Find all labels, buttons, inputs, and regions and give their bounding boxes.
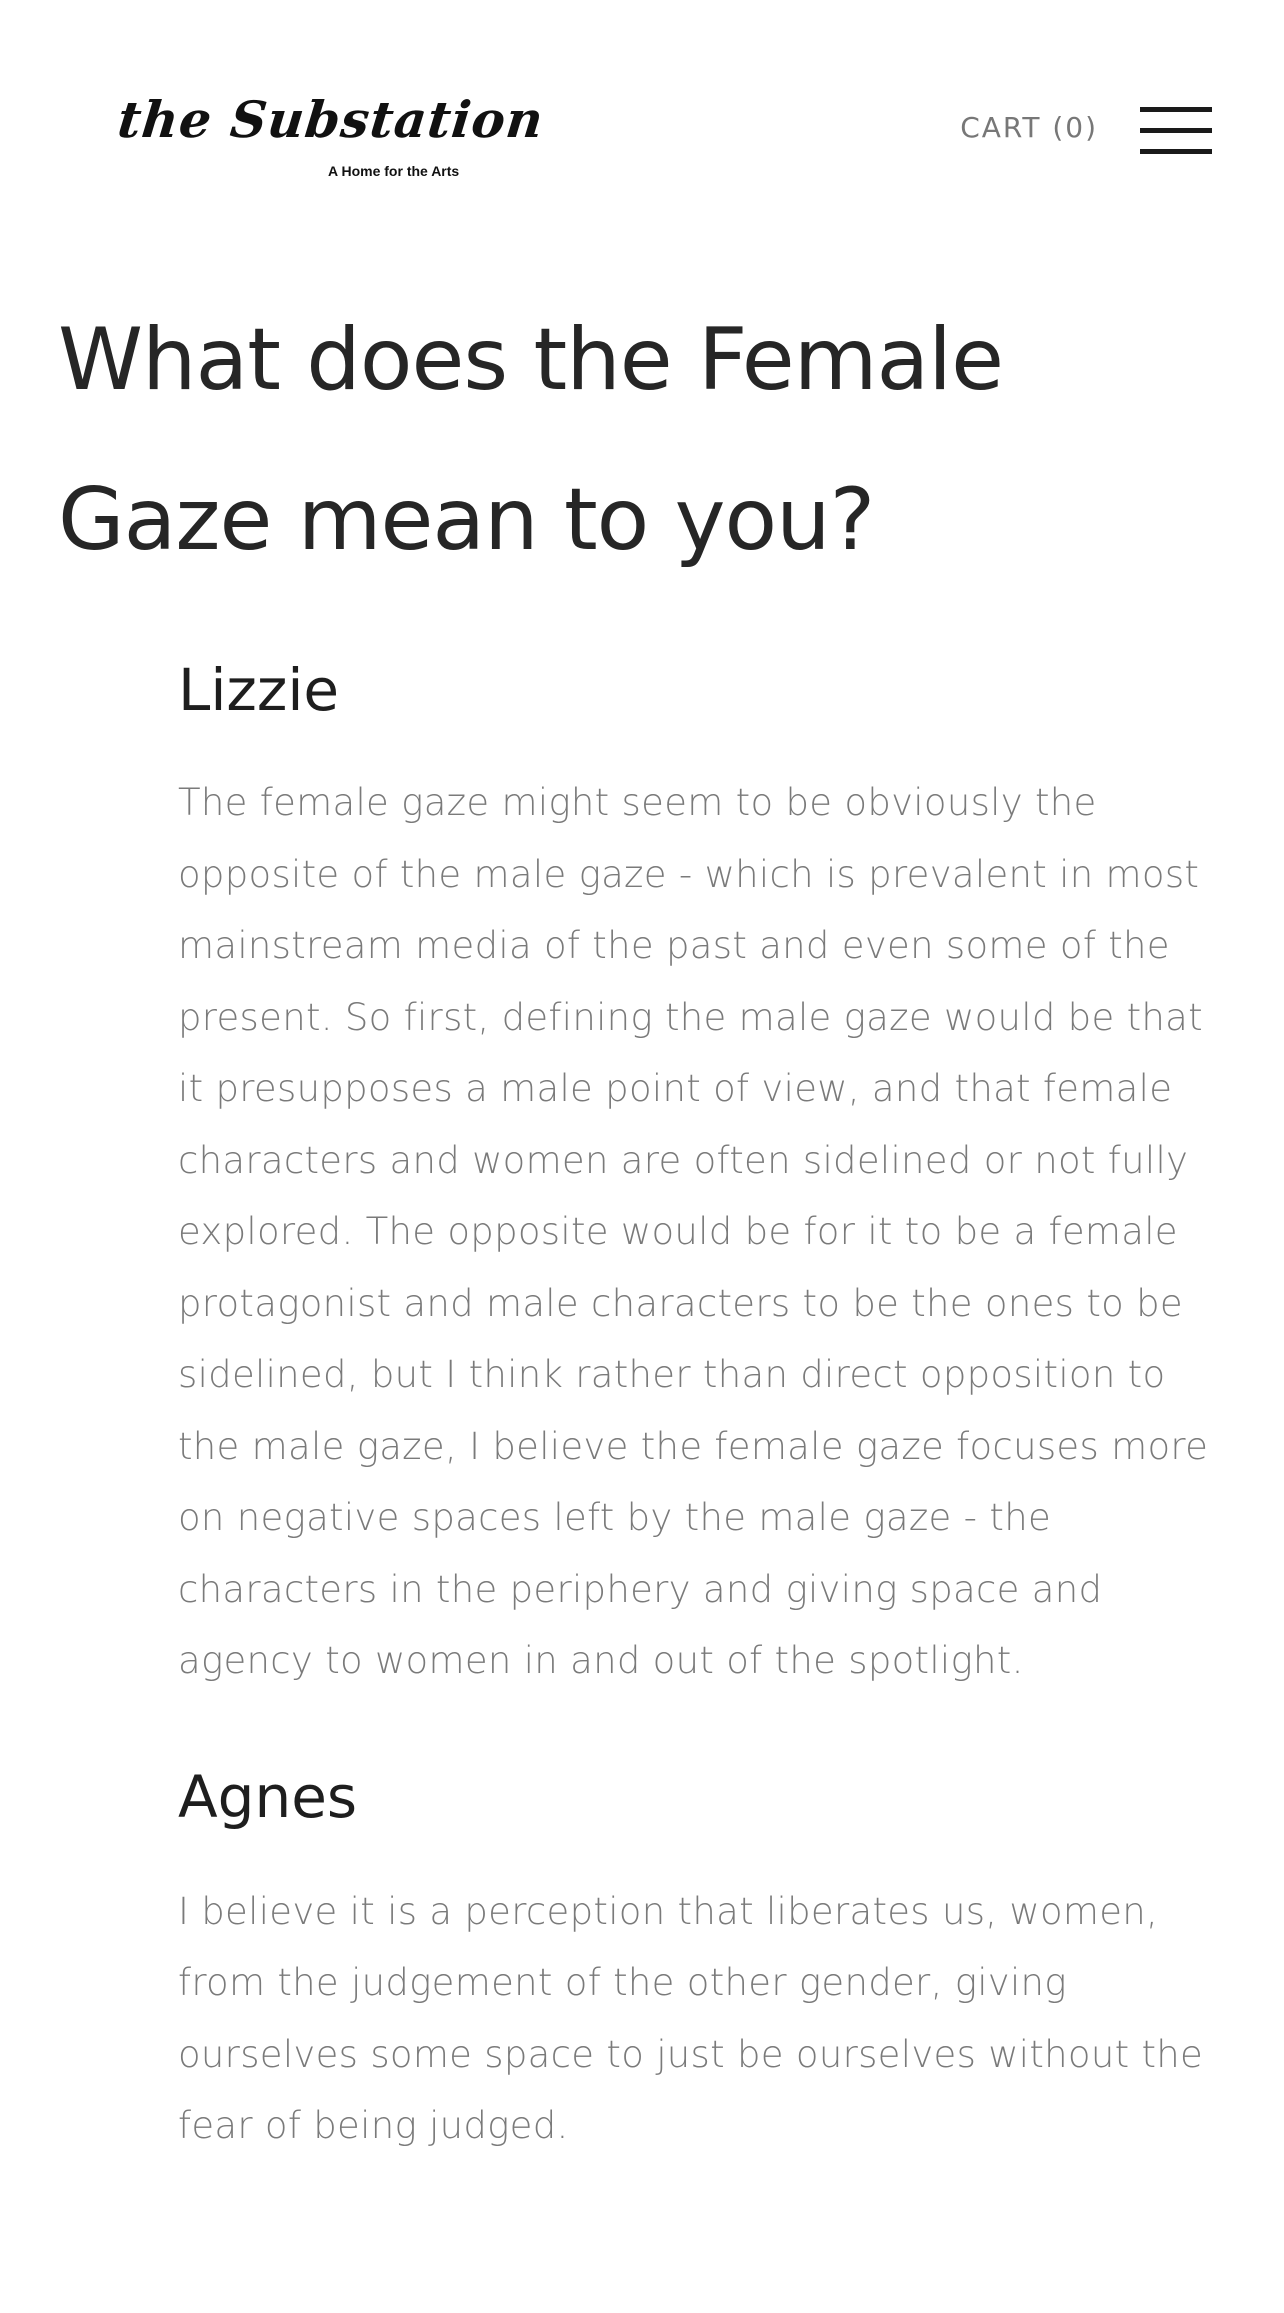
logo-wordmark: the Substation	[114, 90, 547, 149]
logo-tagline: A Home for the Arts	[328, 163, 460, 179]
response-text: I believe it is a perception that liberates us, women, from the judgement of the other gender, giving ourselves some space to just be ourselves without the fear of being judged.	[178, 1889, 1204, 2147]
site-logo[interactable]	[114, 90, 547, 190]
page-title: What does the Female Gaze mean to you?	[58, 310, 1003, 570]
hamburger-menu-icon[interactable]	[1140, 104, 1216, 156]
respondent-name: Lizzie	[178, 656, 340, 724]
respondent-name: Agnes	[178, 1762, 358, 1831]
menu-bar	[1140, 149, 1212, 154]
cart-link[interactable]: CART (0)	[960, 111, 1098, 144]
response-block	[178, 1747, 1238, 2162]
menu-bar	[1140, 128, 1212, 133]
response-block	[178, 640, 1238, 1697]
menu-bar	[1140, 107, 1212, 112]
response-text: The female gaze might seem to be obviously the opposite of the male gaze - which is prevalent in most mainstream media of the past and even some of the present. So first, defining the male gaze would be that it presupposes a male point of view, and that female characters and women are often sidelined or not fully explored. The opposite would be for it to be a female protagonist and male characters to be the ones to be sidelined, but I think rather than direct opposition to the male gaze, I believe the female gaze focuses more on negative spaces left by the male gaze - the characters in the periphery and giving space and agency to women in and out of the spotlight.	[178, 781, 1209, 1682]
article-body	[178, 640, 1238, 2162]
site-header	[0, 0, 1284, 230]
